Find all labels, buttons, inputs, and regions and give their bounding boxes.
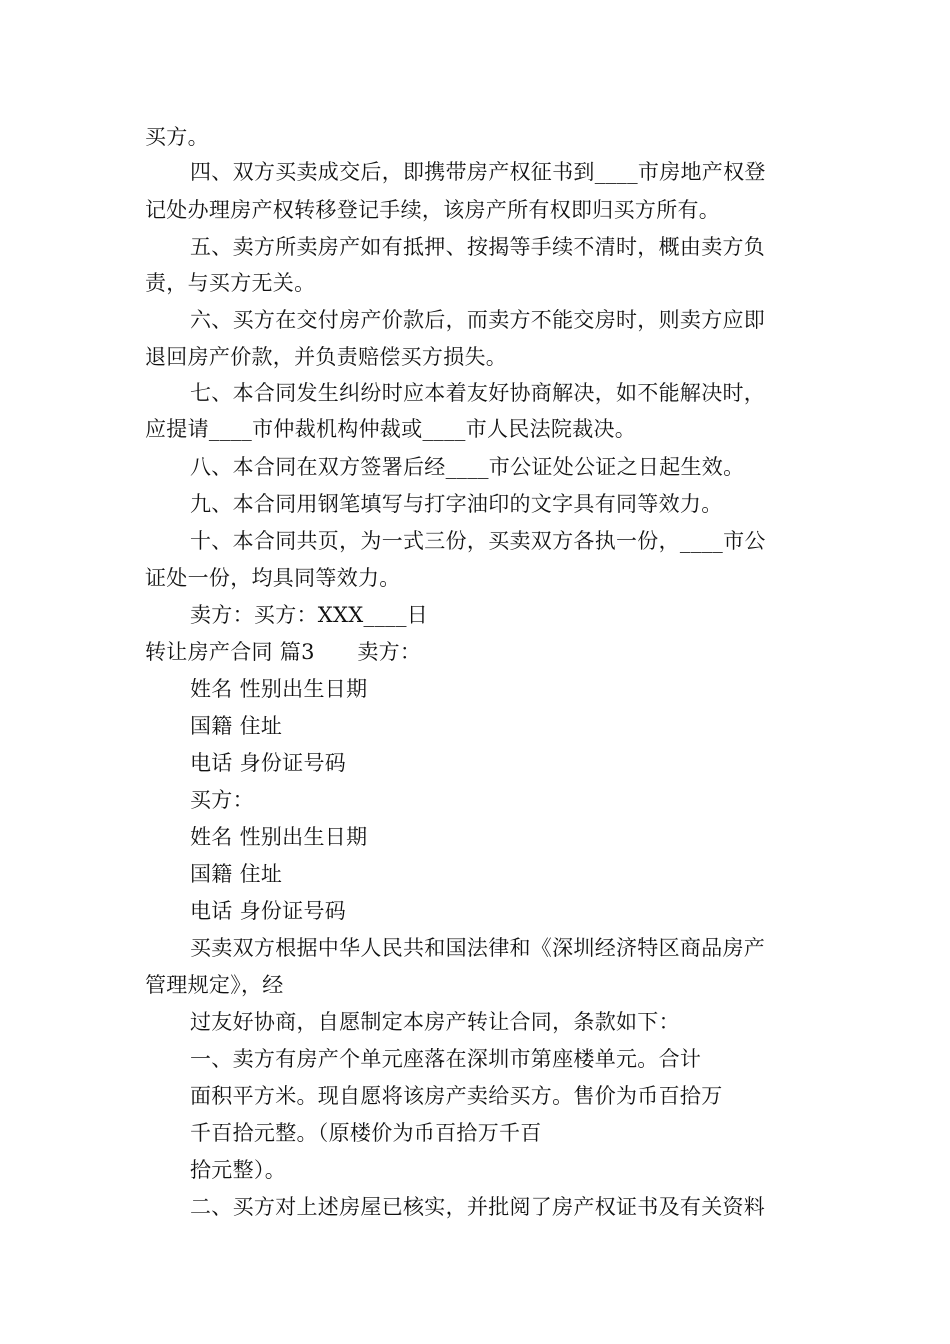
buyer-phone-row: 电话 身份证号码 [190,899,347,923]
clause-5-line-2: 责，与买方无关。 [145,271,316,295]
buyer-nationality-row: 国籍 住址 [190,862,283,886]
clause-9-line: 九、本合同用钢笔填写与打字油印的文字具有同等效力。 [190,492,723,516]
clause-5-line-1: 五、卖方所卖房产如有抵押、按揭等手续不清时，概由卖方负 [190,235,766,259]
text-line: 买方。 [145,125,209,149]
clause-7-line-2: 应提请____市仲裁机构仲裁或____市人民法院裁决。 [145,417,637,441]
preamble-line-3: 过友好协商，自愿制定本房产转让合同，条款如下： [190,1010,680,1034]
clause-10-line-1: 十、本合同共页，为一式三份，买卖双方各执一份，____市公 [190,529,766,553]
seller-name-row: 姓名 性别出生日期 [190,677,368,701]
seller-nationality-row: 国籍 住址 [190,714,283,738]
section-heading: 转让房产合同 篇3 卖方： [145,640,422,664]
seller-phone-row: 电话 身份证号码 [190,751,347,775]
clause-6-line-1: 六、买方在交付房产价款后，而卖方不能交房时，则卖方应即 [190,308,766,332]
buyer-label: 买方： [190,788,254,812]
clause-4-line-1: 四、双方买卖成交后，即携带房产权征书到____市房地产权登 [190,160,766,184]
article-1-line-4: 拾元整）。 [190,1158,286,1182]
article-1-line-3: 千百拾元整。（原楼价为币百拾万千百 [190,1121,542,1145]
clause-7-line-1: 七、本合同发生纠纷时应本着友好协商解决，如不能解决时， [190,381,766,405]
clause-10-line-2: 证处一份，均具同等效力。 [145,566,401,590]
clause-4-line-2: 记处办理房产权转移登记手续，该房产所有权即归买方所有。 [145,198,721,222]
signature-line: 卖方：买方：XXX____日 [190,603,429,627]
clause-8-line: 八、本合同在双方签署后经____市公证处公证之日起生效。 [190,455,745,479]
preamble-line-2: 管理规定》，经 [145,973,284,997]
buyer-name-row: 姓名 性别出生日期 [190,825,368,849]
article-2-line-1: 二、买方对上述房屋已核实，并批阅了房产权证书及有关资料 [190,1195,766,1219]
clause-6-line-2: 退回房产价款，并负责赔偿买方损失。 [145,345,508,369]
article-1-line-1: 一、卖方有房产个单元座落在深圳市第座楼单元。合计 [190,1047,702,1071]
article-1-line-2: 面积平方米。现自愿将该房产卖给买方。售价为币百拾万 [190,1084,723,1108]
preamble-line-1: 买卖双方根据中华人民共和国法律和《深圳经济特区商品房产 [190,936,766,960]
